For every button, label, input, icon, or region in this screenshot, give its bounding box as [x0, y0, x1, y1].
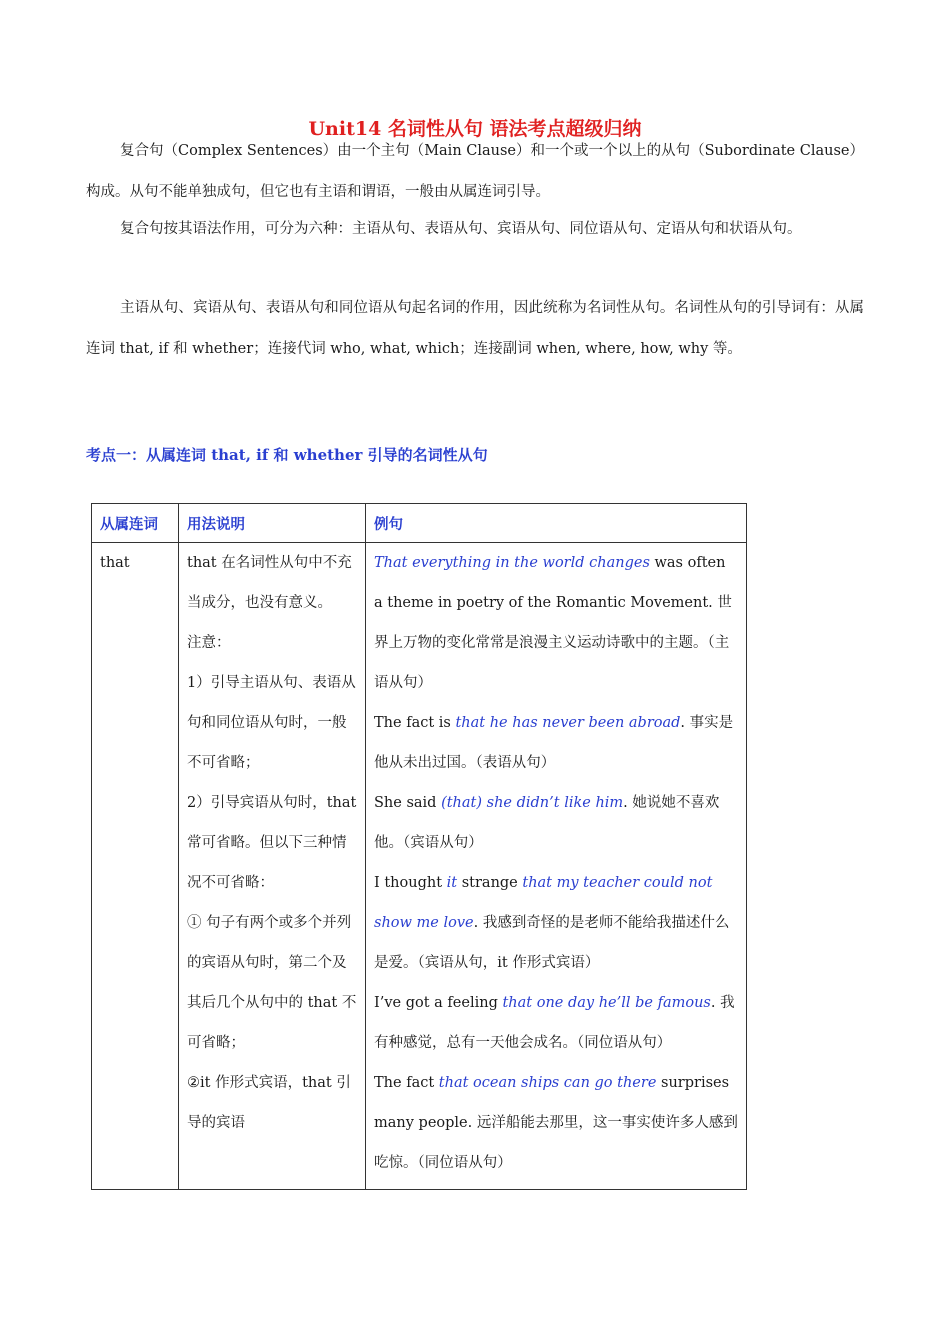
example-clause: it	[446, 875, 458, 891]
example-clause: that one day he’ll be famous	[502, 995, 711, 1011]
example-clause: that my teacher could not show me love	[374, 875, 713, 931]
table-row	[92, 543, 747, 1190]
example-sentence: She said (that) she didn’t like him. 她说她不喜欢他。（宾语从句）	[374, 795, 720, 851]
example-sentence: The fact that ocean ships can go there surprises many people. 远洋船能去那里，这一事实使许多人感到吃惊。（同位语从句）	[374, 1075, 738, 1171]
table-header-row	[92, 504, 747, 543]
usage-line: that 在名词性从句中不充当成分，也没有意义。	[187, 555, 352, 611]
usage-line: 注意：	[187, 635, 231, 651]
cell-conjunction: that	[92, 543, 179, 1190]
intro-paragraph-3: 主语从句、宾语从句、表语从句和同位语从句起名词的作用，因此统称为名词性从句。名词性从句的引导词有：从属连词 that, if 和 whether；连接代词 who, what, which；连接副词 when, where, how, why 等。	[86, 300, 864, 357]
intro-paragraph-2: 复合句按其语法作用，可分为六种：主语从句、表语从句、宾语从句、同位语从句、定语从句和状语从句。	[120, 221, 802, 237]
section-heading: 考点一：从属连词 that, if 和 whether 引导的名词性从句	[86, 446, 488, 464]
example-clause: (that) she didn’t like him	[441, 795, 624, 811]
example-sentence: That everything in the world changes was often a theme in poetry of the Romantic Movement. 世界上万物的变化常常是浪漫主义运动诗歌中的主题。（主语从句）	[374, 555, 732, 691]
document-title: Unit14 名词性从句 语法考点超级归纳	[308, 118, 642, 140]
cell-usage	[179, 543, 366, 1190]
intro-paragraph-1: 复合句（Complex Sentences）由一个主句（Main Clause）和一个或一个以上的从句（Subordinate Clause）构成。从句不能单独成句，但它也有主语和谓语，一般由从属连词引导。	[86, 143, 864, 200]
header-usage: 用法说明	[179, 504, 366, 543]
usage-line: 2）引导宾语从句时，that 常可省略。但以下三种情况不可省略：	[187, 795, 357, 891]
conjunction-table	[91, 503, 747, 1190]
example-sentence: The fact is that he has never been abroad. 事实是他从未出过国。（表语从句）	[374, 715, 734, 771]
example-clause: that he has never been abroad	[455, 715, 681, 731]
usage-line: ① 句子有两个或多个并列的宾语从句时，第二个及其后几个从句中的 that 不可省略；	[187, 915, 357, 1051]
cell-examples	[366, 543, 747, 1190]
example-sentence: I’ve got a feeling that one day he’ll be famous. 我有种感觉，总有一天他会成名。（同位语从句）	[374, 995, 735, 1051]
usage-line: ②it 作形式宾语，that 引导的宾语	[187, 1075, 351, 1131]
header-examples: 例句	[366, 504, 747, 543]
example-clause: that ocean ships can go there	[438, 1075, 657, 1091]
example-sentence: I thought it strange that my teacher could not show me love. 我感到奇怪的是老师不能给我描述什么是爱。（宾语从句，it 作形式宾语）	[374, 875, 730, 971]
usage-line: 1）引导主语从句、表语从句和同位语从句时，一般不可省略；	[187, 675, 356, 771]
header-conjunction: 从属连词	[92, 504, 179, 543]
example-clause: That everything in the world changes	[374, 555, 650, 571]
